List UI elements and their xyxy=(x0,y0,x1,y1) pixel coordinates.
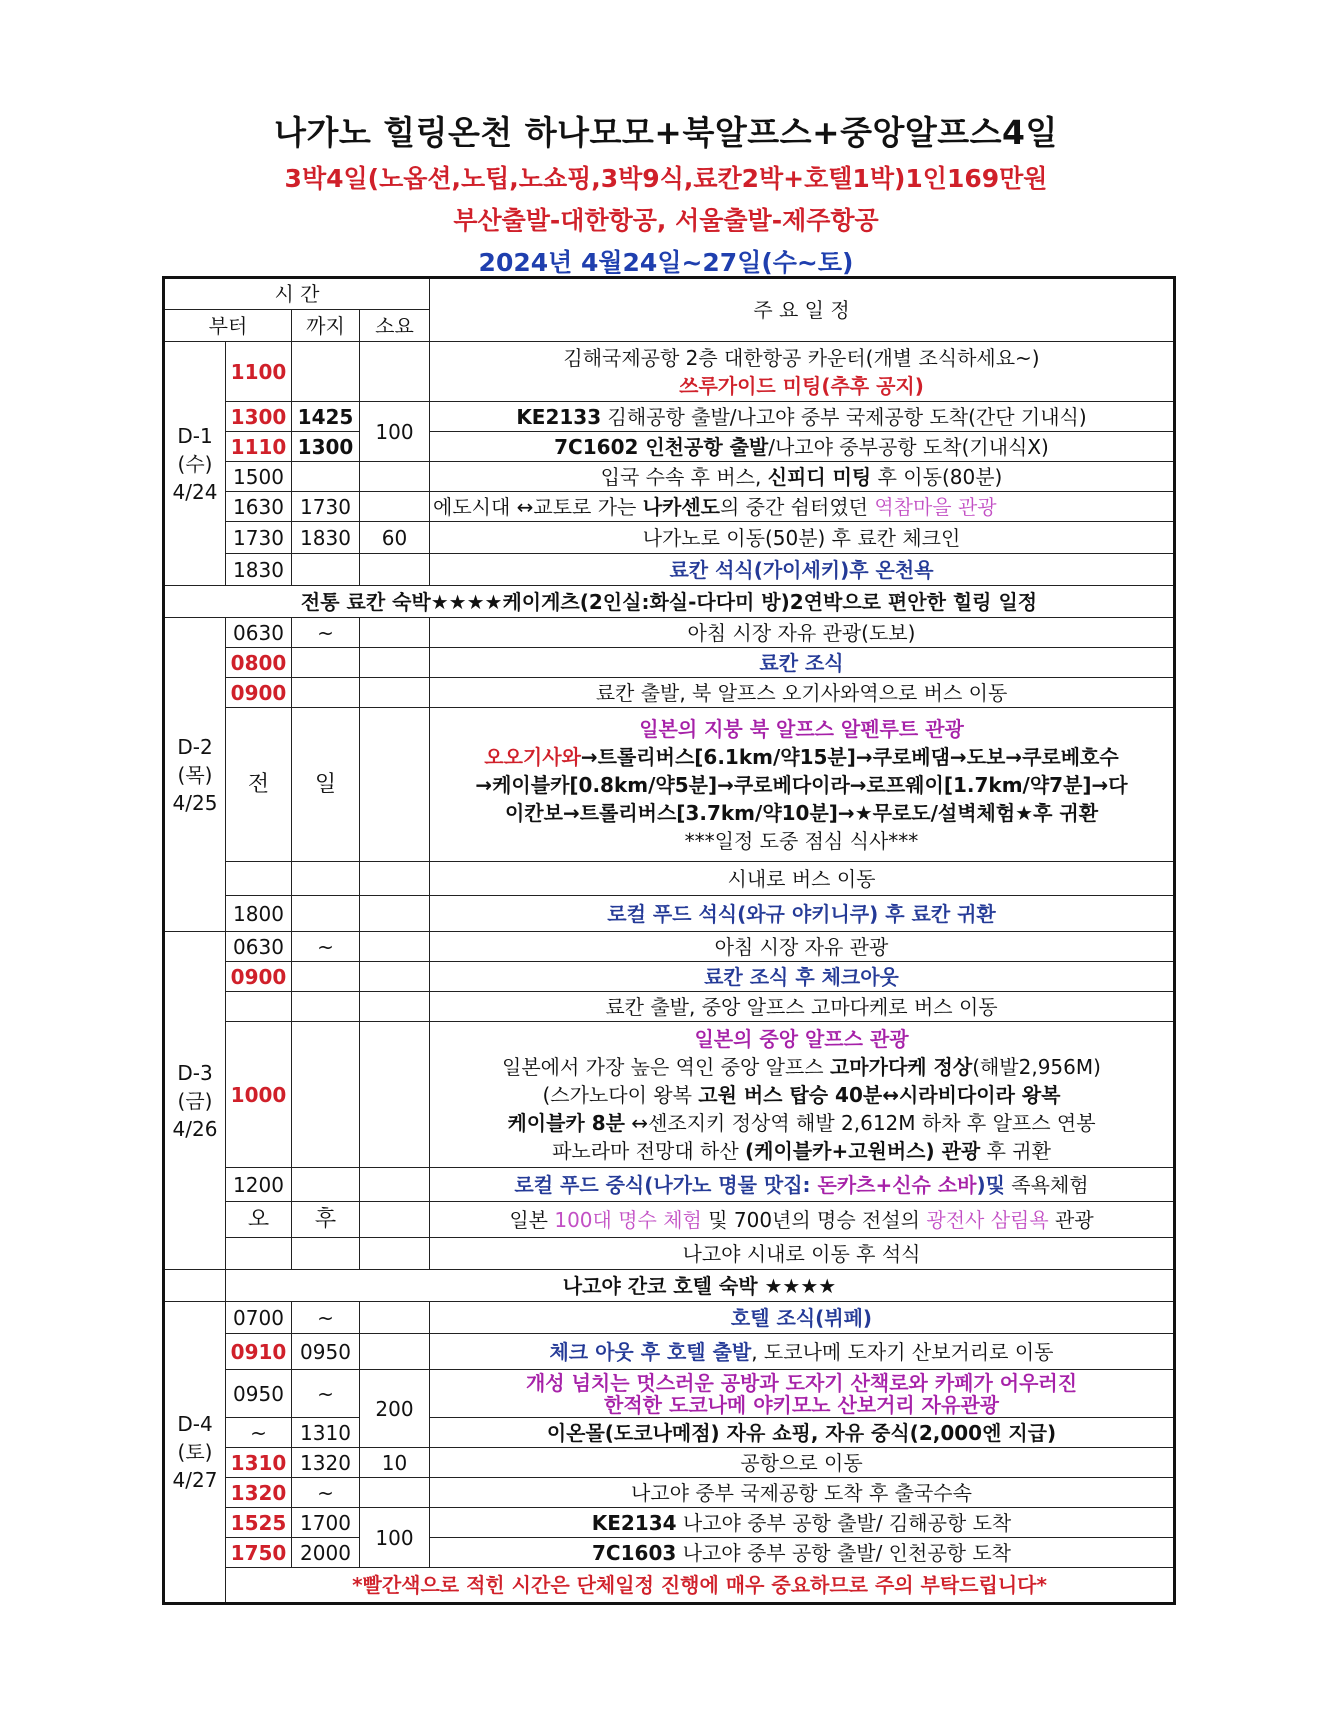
time-to: ~ xyxy=(292,1370,360,1418)
flight-code: KE2134 xyxy=(591,1510,677,1535)
schedule-cell: 호텔 조식(뷔페) xyxy=(430,1302,1175,1334)
time-from: 1800 xyxy=(226,896,292,932)
schedule-text: 신피디 미팅 xyxy=(767,464,872,489)
schedule-text: )및 xyxy=(976,1172,1005,1197)
time-from: 1000 xyxy=(226,1022,292,1168)
day-label: D-3 xyxy=(177,1060,213,1085)
day-date: 4/25 xyxy=(172,790,218,815)
table-row xyxy=(164,342,1175,402)
duration-header: 소요 xyxy=(360,310,430,342)
time-to: ~ xyxy=(292,932,360,962)
schedule-text: 후 귀환 xyxy=(980,1138,1051,1163)
schedule-text: 오오기사와 xyxy=(484,744,581,769)
time-from xyxy=(226,992,292,1022)
time-to: 1320 xyxy=(292,1448,360,1478)
table-header-row xyxy=(164,278,1175,310)
time-from: 1300 xyxy=(226,402,292,432)
schedule-text: , 도코나메 도자기 산보거리로 이동 xyxy=(751,1339,1054,1364)
time-duration: 100 xyxy=(360,1508,430,1568)
time-duration xyxy=(360,896,430,932)
table-row xyxy=(164,1022,1175,1168)
to-header: 까지 xyxy=(292,310,360,342)
title-block xyxy=(0,108,1332,284)
schedule-cell: 로컬 푸드 석식(와규 야키니쿠) 후 료칸 귀환 xyxy=(430,896,1175,932)
schedule-text: 100대 명수 체험 xyxy=(554,1207,702,1232)
departure-info: 부산출발-대한항공, 서울출발-제주항공 xyxy=(453,206,879,235)
schedule-text: 역참마을 관광 xyxy=(874,494,997,519)
table-row xyxy=(164,1418,1175,1448)
table-row xyxy=(164,648,1175,678)
time-to: 1830 xyxy=(292,522,360,554)
hotel-info: 나고야 간코 호텔 숙박 ★★★★ xyxy=(226,1270,1175,1302)
schedule-line: ***일정 도중 점심 식사*** xyxy=(684,828,919,853)
schedule-line: 일본의 지붕 북 알프스 알펜루트 관광 xyxy=(639,716,964,741)
table-row xyxy=(164,1202,1175,1238)
time-from: 0900 xyxy=(226,962,292,992)
hotel-row xyxy=(164,1270,1175,1302)
flight-code: 7C1602 인천공항 출발 xyxy=(554,434,769,459)
table-row xyxy=(164,1478,1175,1508)
schedule-cell: 료칸 석식(가이세키)후 온천욕 xyxy=(430,554,1175,586)
schedule-text: 입국 수속 후 버스, xyxy=(600,464,768,489)
schedule-text: 에도시대 ↔교토로 가는 xyxy=(433,494,643,519)
footer-note: *빨간색으로 적힌 시간은 단체일정 진행에 매우 중요하므로 주의 부탁드립니다* xyxy=(226,1568,1175,1604)
time-from: 1200 xyxy=(226,1168,292,1202)
time-to xyxy=(292,992,360,1022)
table-row xyxy=(164,432,1175,462)
schedule-cell xyxy=(430,432,1175,462)
schedule-text: 돈카츠+신슈 소바 xyxy=(817,1172,977,1197)
time-to: ~ xyxy=(292,1478,360,1508)
schedule-text: (해발2,956M) xyxy=(972,1054,1101,1079)
time-to: ~ xyxy=(292,1302,360,1334)
time-duration xyxy=(360,1478,430,1508)
schedule-line: 일본의 중앙 알프스 관광 xyxy=(694,1026,909,1051)
table-row xyxy=(164,992,1175,1022)
time-from: 0630 xyxy=(226,618,292,648)
time-from: 1500 xyxy=(226,462,292,492)
from-header: 부터 xyxy=(164,310,292,342)
schedule-cell xyxy=(430,1508,1175,1538)
table-row xyxy=(164,678,1175,708)
hotel-row xyxy=(164,586,1175,618)
time-to: 후 xyxy=(292,1202,360,1238)
schedule-text: →트롤리버스[6.1km/약15분]→쿠로베댐→도보→쿠로베호수 xyxy=(580,744,1119,769)
time-from: 오 xyxy=(226,1202,292,1238)
time-duration xyxy=(360,932,430,962)
time-from: 1310 xyxy=(226,1448,292,1478)
time-to xyxy=(292,862,360,896)
table-row xyxy=(164,1168,1175,1202)
schedule-text: 나고야 중부 공항 출발/ 김해공항 도착 xyxy=(676,1510,1012,1535)
time-from: 1110 xyxy=(226,432,292,462)
table-row xyxy=(164,1302,1175,1334)
time-to: 일 xyxy=(292,708,360,862)
day-date: 4/24 xyxy=(172,479,218,504)
time-from: 1830 xyxy=(226,554,292,586)
time-from xyxy=(226,862,292,896)
schedule-cell: 이온몰(도코나메점) 자유 쇼핑, 자유 중식(2,000엔 지급) xyxy=(430,1418,1175,1448)
time-header: 시 간 xyxy=(164,278,430,310)
schedule-cell xyxy=(430,1022,1175,1168)
time-to: 1700 xyxy=(292,1508,360,1538)
time-duration: 60 xyxy=(360,522,430,554)
time-from: 전 xyxy=(226,708,292,862)
schedule-text: 광전사 삼림욕 xyxy=(926,1207,1049,1232)
time-duration xyxy=(360,648,430,678)
schedule-text: 의 중간 쉼터였던 xyxy=(720,494,875,519)
table-row xyxy=(164,962,1175,992)
schedule-text: (케이블카+고원버스) 관광 xyxy=(745,1138,981,1163)
time-to xyxy=(292,962,360,992)
time-duration xyxy=(360,492,430,522)
time-duration: 200 xyxy=(360,1370,430,1448)
day-label: D-1 xyxy=(177,423,213,448)
table-row xyxy=(164,1538,1175,1568)
table-row xyxy=(164,1334,1175,1370)
table-row xyxy=(164,1238,1175,1270)
time-to: 2000 xyxy=(292,1538,360,1568)
schedule-cell xyxy=(430,492,1175,522)
day-date: 4/26 xyxy=(172,1116,218,1141)
schedule-cell xyxy=(430,1334,1175,1370)
table-row xyxy=(164,708,1175,862)
schedule-text: 고마가다케 정상 xyxy=(829,1054,973,1079)
schedule-cell xyxy=(430,708,1175,862)
time-to xyxy=(292,896,360,932)
time-duration xyxy=(360,462,430,492)
time-to: 1730 xyxy=(292,492,360,522)
schedule-text: 및 700년의 명승 전설의 xyxy=(701,1207,927,1232)
schedule-text: 나고야 중부 공항 출발/ 인천공항 도착 xyxy=(676,1540,1011,1565)
time-duration xyxy=(360,1334,430,1370)
schedule-line: →케이블카[0.8km/약5분]→쿠로베다이라→로프웨이[1.7km/약7분]→다 xyxy=(475,772,1128,797)
schedule-cell: 시내로 버스 이동 xyxy=(430,862,1175,896)
time-duration xyxy=(360,708,430,862)
table-row xyxy=(164,1370,1175,1418)
time-from: 0910 xyxy=(226,1334,292,1370)
time-duration xyxy=(360,678,430,708)
day-of-week: (목) xyxy=(177,762,213,787)
table-row xyxy=(164,462,1175,492)
time-duration: 10 xyxy=(360,1448,430,1478)
day-of-week: (수) xyxy=(177,451,213,476)
flight-code: KE2133 xyxy=(516,404,602,429)
time-duration xyxy=(360,962,430,992)
schedule-text: (스가노다이 왕복 xyxy=(542,1082,699,1107)
day-label: D-2 xyxy=(177,734,213,759)
time-from: 1630 xyxy=(226,492,292,522)
time-from: 0950 xyxy=(226,1370,292,1418)
schedule-text: ↔센조지키 정상역 해발 2,612M 하차 후 알프스 연봉 xyxy=(624,1110,1096,1135)
table-row xyxy=(164,1508,1175,1538)
time-from: 0630 xyxy=(226,932,292,962)
schedule-cell: 료칸 조식 후 체크아웃 xyxy=(430,962,1175,992)
table-row xyxy=(164,402,1175,432)
schedule-line: 한적한 도코나메 야키모노 산보거리 자유관광 xyxy=(604,1392,999,1417)
time-to: 1300 xyxy=(292,432,360,462)
time-duration xyxy=(360,1302,430,1334)
time-to xyxy=(292,554,360,586)
schedule-cell: 나고야 중부 국제공항 도착 후 출국수속 xyxy=(430,1478,1175,1508)
time-from: 1750 xyxy=(226,1538,292,1568)
day-cell-d3 xyxy=(164,932,226,1270)
page-subtitle: 3박4일(노옵션,노팁,노쇼핑,3박9식,료칸2박+호텔1박)1인169만원 xyxy=(284,164,1048,193)
schedule-table xyxy=(162,276,1176,1605)
table-row xyxy=(164,618,1175,648)
day-of-week: (금) xyxy=(177,1088,213,1113)
time-to xyxy=(292,1022,360,1168)
schedule-cell xyxy=(430,1370,1175,1418)
schedule-cell xyxy=(430,342,1175,402)
table-row xyxy=(164,932,1175,962)
schedule-text: 일본 xyxy=(509,1207,555,1232)
schedule-cell: 공항으로 이동 xyxy=(430,1448,1175,1478)
main-schedule-header: 주 요 일 정 xyxy=(430,278,1175,342)
schedule-cell: 나가노로 이동(50분) 후 료칸 체크인 xyxy=(430,522,1175,554)
schedule-line: 쓰루가이드 미팅(추후 공지) xyxy=(679,373,924,398)
day-cell-d1 xyxy=(164,342,226,586)
day-cell-d4 xyxy=(164,1302,226,1604)
schedule-line: 이칸보→트롤리버스[3.7km/약10분]→★무로도/설벽체험★후 귀환 xyxy=(504,800,1099,825)
schedule-cell xyxy=(430,1202,1175,1238)
schedule-text: 파노라마 전망대 하산 xyxy=(552,1138,746,1163)
time-to: 0950 xyxy=(292,1334,360,1370)
time-duration xyxy=(360,554,430,586)
time-from: 1320 xyxy=(226,1478,292,1508)
table-row xyxy=(164,554,1175,586)
day-date: 4/27 xyxy=(172,1468,218,1492)
schedule-cell xyxy=(430,462,1175,492)
time-duration: 100 xyxy=(360,402,430,462)
time-from: 1730 xyxy=(226,522,292,554)
schedule-line: 김해국제공항 2층 대한항공 카운터(개별 조식하세요~) xyxy=(563,345,1040,370)
time-to xyxy=(292,342,360,402)
flight-code: 7C1603 xyxy=(592,1540,677,1565)
schedule-cell xyxy=(430,1538,1175,1568)
day-cell-d2 xyxy=(164,618,226,932)
day-of-week: (토) xyxy=(177,1440,213,1464)
schedule-text: 일본에서 가장 높은 역인 중앙 알프스 xyxy=(502,1054,830,1079)
schedule-text: 후 이동(80분) xyxy=(871,464,1003,489)
schedule-text: /나고야 중부공항 도착(기내식X) xyxy=(768,434,1049,459)
schedule-text: 족욕체험 xyxy=(1004,1172,1089,1197)
time-to xyxy=(292,648,360,678)
table-row xyxy=(164,896,1175,932)
time-from xyxy=(226,1238,292,1270)
time-duration xyxy=(360,618,430,648)
time-from xyxy=(164,1270,226,1302)
hotel-info: 전통 료칸 숙박★★★★케이게츠(2인실:화실-다다미 방)2연박으로 편안한 힐링 일정 xyxy=(164,586,1175,618)
time-from: 0900 xyxy=(226,678,292,708)
schedule-text: 고원 버스 탑승 40분↔시라비다이라 왕복 xyxy=(698,1082,1061,1107)
schedule-cell: 아침 시장 자유 관광(도보) xyxy=(430,618,1175,648)
page-title: 나가노 힐링온천 하나모모+북알프스+중앙알프스4일 xyxy=(274,113,1058,152)
time-from: 1100 xyxy=(226,342,292,402)
time-duration xyxy=(360,1168,430,1202)
table-row xyxy=(164,1448,1175,1478)
schedule-cell: 료칸 출발, 중앙 알프스 고마다케로 버스 이동 xyxy=(430,992,1175,1022)
day-label: D-4 xyxy=(177,1412,213,1436)
schedule-cell: 나고야 시내로 이동 후 석식 xyxy=(430,1238,1175,1270)
schedule-cell: 아침 시장 자유 관광 xyxy=(430,932,1175,962)
schedule-cell: 료칸 조식 xyxy=(430,648,1175,678)
time-to xyxy=(292,678,360,708)
time-from: ~ xyxy=(226,1418,292,1448)
schedule-text: 관광 xyxy=(1048,1207,1094,1232)
time-to xyxy=(292,462,360,492)
time-from: 0800 xyxy=(226,648,292,678)
time-to: 1310 xyxy=(292,1418,360,1448)
schedule-text: 나카센도 xyxy=(642,494,720,519)
time-to: 1425 xyxy=(292,402,360,432)
time-to xyxy=(292,1238,360,1270)
table-row xyxy=(164,492,1175,522)
schedule-text: 체크 아웃 후 호텔 출발 xyxy=(549,1339,752,1364)
table-row xyxy=(164,522,1175,554)
time-duration xyxy=(360,1202,430,1238)
time-to: ~ xyxy=(292,618,360,648)
schedule-cell xyxy=(430,402,1175,432)
time-duration xyxy=(360,1022,430,1168)
time-duration xyxy=(360,342,430,402)
footer-row xyxy=(164,1568,1175,1604)
time-from: 0700 xyxy=(226,1302,292,1334)
schedule-cell: 료칸 출발, 북 알프스 오기사와역으로 버스 이동 xyxy=(430,678,1175,708)
time-from: 1525 xyxy=(226,1508,292,1538)
time-duration xyxy=(360,862,430,896)
travel-dates: 2024년 4월24일~27일(수~토) xyxy=(478,248,854,277)
time-duration xyxy=(360,1238,430,1270)
schedule-text: 로컬 푸드 중식(나가노 명물 맛집: xyxy=(514,1172,818,1197)
time-to xyxy=(292,1168,360,1202)
schedule-cell xyxy=(430,1168,1175,1202)
schedule-text: 김해공항 출발/나고야 중부 국제공항 도착(간단 기내식) xyxy=(601,404,1087,429)
table-row xyxy=(164,862,1175,896)
schedule-line: 개성 넘치는 멋스러운 공방과 도자기 산책로와 카페가 어우러진 xyxy=(525,1370,1078,1395)
time-duration xyxy=(360,992,430,1022)
schedule-text: 케이블카 8분 xyxy=(507,1110,625,1135)
